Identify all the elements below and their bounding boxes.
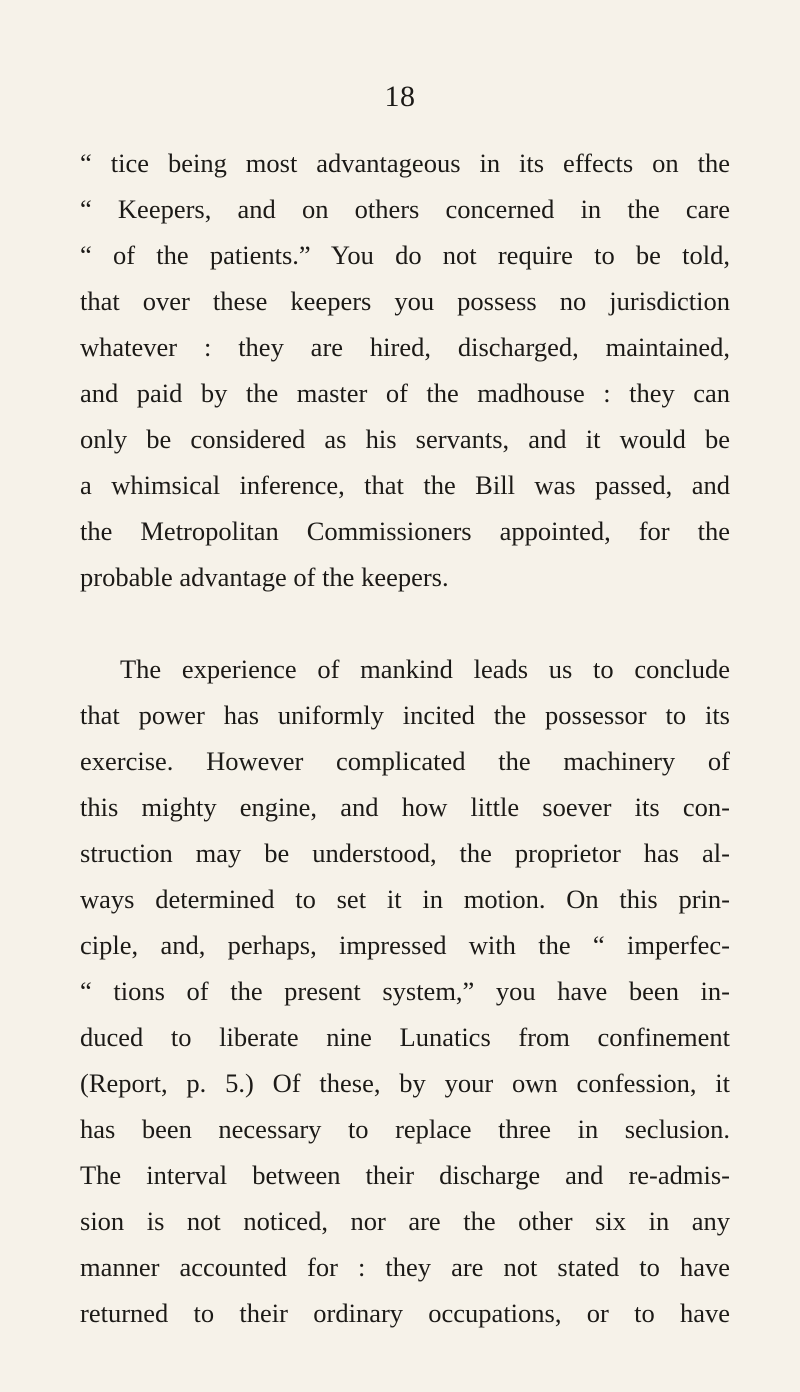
text-line: sion is not noticed, nor are the other six in any <box>80 1206 730 1236</box>
text-line: manner accounted for : they are not stated to have <box>80 1252 730 1282</box>
text-line: The interval between their discharge and re-admis- <box>80 1160 730 1190</box>
text-line: probable advantage of the keepers. <box>80 562 449 592</box>
text-line: this mighty engine, and how little soever its con- <box>80 792 730 822</box>
page-number: 18 <box>384 80 416 113</box>
text-line: that over these keepers you possess no jurisdiction <box>80 286 730 316</box>
text-line: ways determined to set it in motion. On this prin- <box>80 884 730 914</box>
text-line: (Report, p. 5.) Of these, by your own confession, it <box>80 1068 730 1098</box>
paragraph-gap <box>80 600 730 646</box>
text-line: and paid by the master of the madhouse : they can <box>80 378 730 408</box>
text-line: a whimsical inference, that the Bill was passed, and <box>80 470 730 500</box>
text-line: “ tice being most advantageous in its effects on the <box>80 148 730 178</box>
text-line: “ tions of the present system,” you have been in- <box>80 976 730 1006</box>
paragraph-1 <box>80 140 730 600</box>
text-line: exercise. However complicated the machinery of <box>80 746 730 776</box>
text-line: “ of the patients.” You do not require to be told, <box>80 240 730 270</box>
body-text <box>80 140 730 1336</box>
text-line: that power has uniformly incited the possessor to its <box>80 700 730 730</box>
text-line: whatever : they are hired, discharged, maintained, <box>80 332 730 362</box>
text-line: returned to their ordinary occupations, or to have <box>80 1298 730 1328</box>
text-line: The experience of mankind leads us to conclude <box>120 654 730 684</box>
paragraph-2 <box>80 646 730 1336</box>
text-line: has been necessary to replace three in seclusion. <box>80 1114 730 1144</box>
text-line: “ Keepers, and on others concerned in the care <box>80 194 730 224</box>
text-line: ciple, and, perhaps, impressed with the “ imperfec- <box>80 930 730 960</box>
text-line: duced to liberate nine Lunatics from confinement <box>80 1022 730 1052</box>
text-line: the Metropolitan Commissioners appointed, for the <box>80 516 730 546</box>
text-line: only be considered as his servants, and it would be <box>80 424 730 454</box>
text-line: struction may be understood, the proprietor has al- <box>80 838 730 868</box>
